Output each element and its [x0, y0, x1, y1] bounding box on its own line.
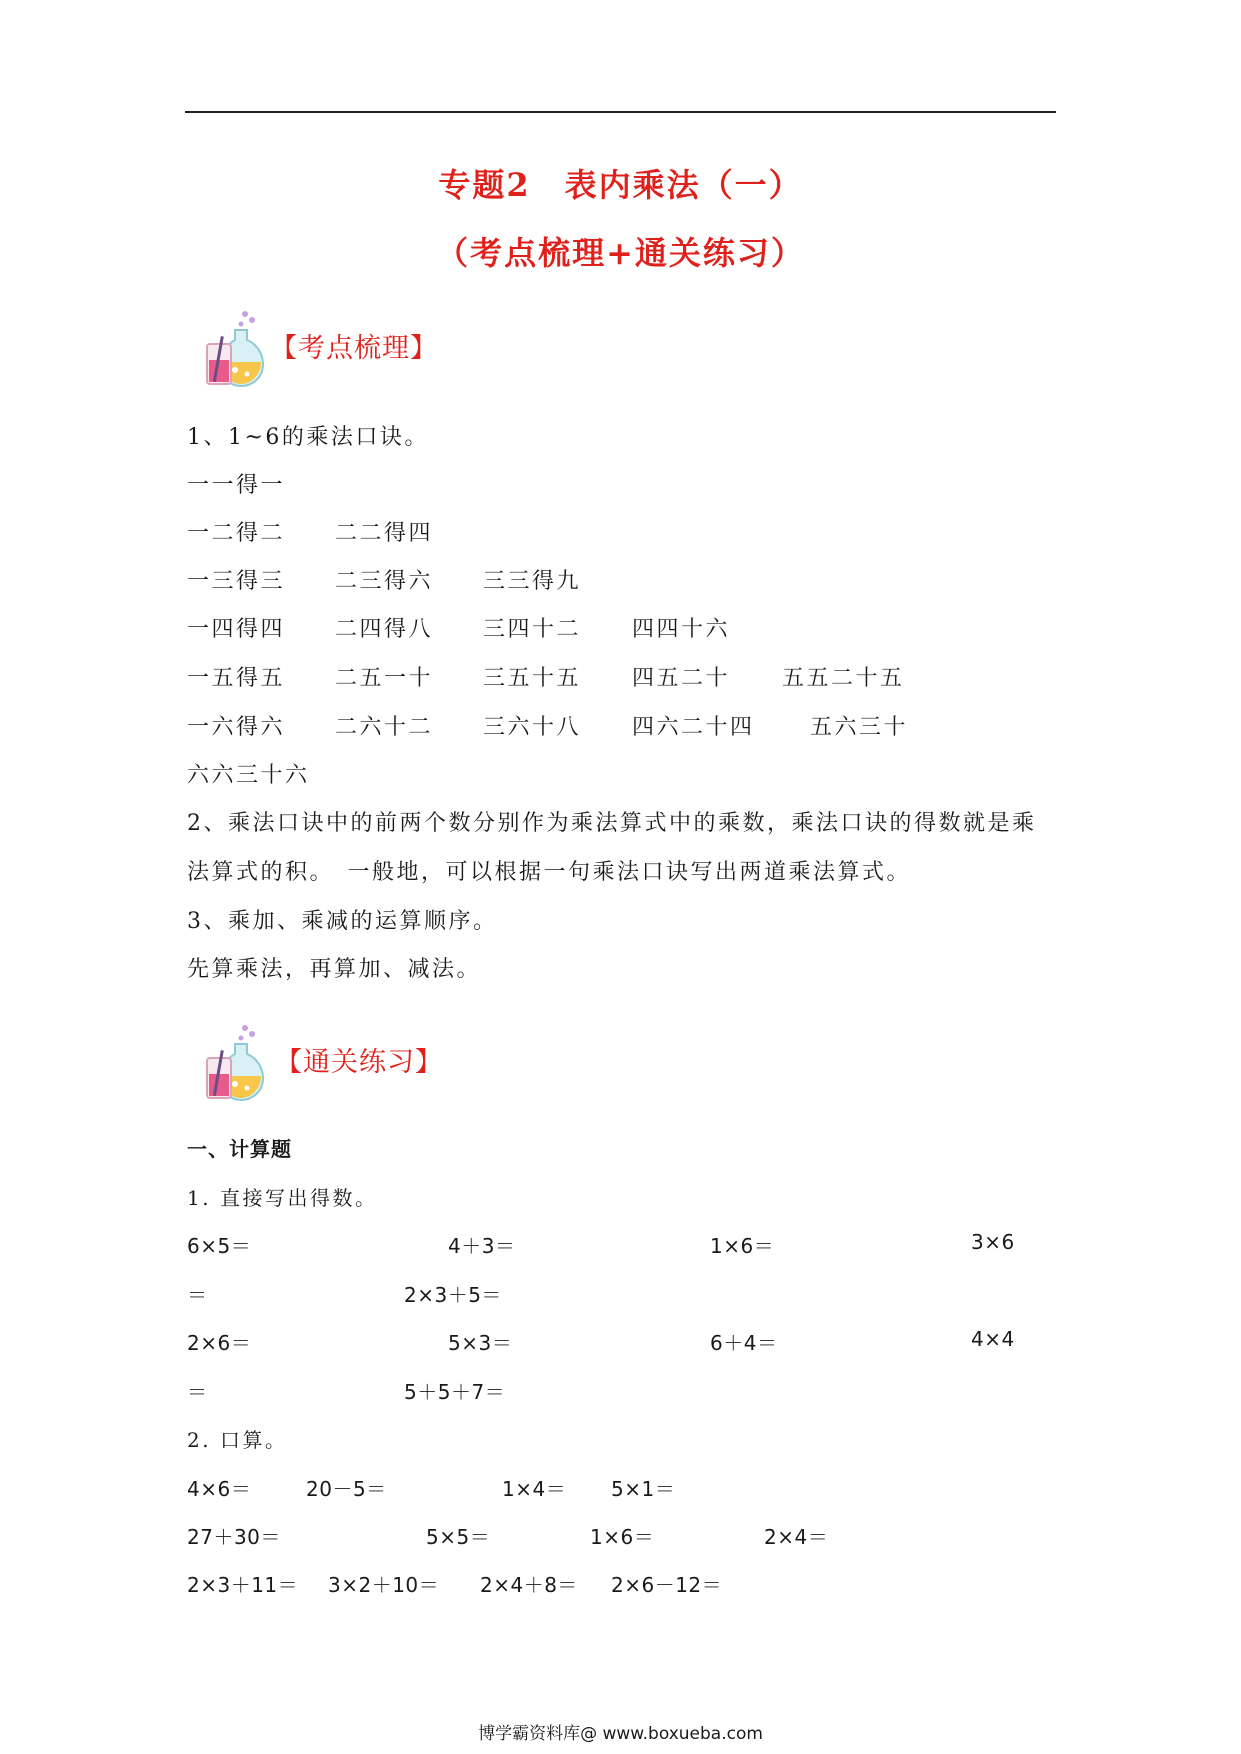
table-cell: 三六十八: [483, 715, 582, 740]
table-cell: 一五得五: [187, 666, 286, 691]
exercise: 4×4: [971, 1327, 1015, 1351]
exercise: 5×1＝: [611, 1477, 676, 1501]
table-cell: 三三得九: [483, 569, 582, 594]
exercise: 3×2＋10＝: [328, 1573, 440, 1597]
table-cell: 四六二十四: [632, 715, 755, 740]
exercise: 6＋4＝: [710, 1331, 778, 1355]
section-heading-practice: 【通关练习】: [275, 1047, 443, 1078]
table-cell: 一三得三: [187, 569, 286, 594]
table-cell: 三五十五: [483, 666, 582, 691]
part-title: 一、计算题: [187, 1137, 292, 1161]
table-cell: 三四十二: [483, 617, 582, 642]
table-cell: 五五二十五: [782, 666, 905, 691]
flask-beaker-icon: [205, 308, 271, 388]
exercise: 1×6＝: [590, 1525, 655, 1549]
exercise: 2×4＝: [764, 1525, 829, 1549]
exercise: 4×6＝: [187, 1477, 252, 1501]
exercise: 5＋5＋7＝: [404, 1380, 506, 1404]
table-cell: 二二得四: [335, 521, 434, 546]
table-cell: 一四得四: [187, 617, 286, 642]
q1-title: 1. 直接写出得数。: [187, 1186, 378, 1210]
table-cell: 二三得六: [335, 569, 434, 594]
item1-title: 1、1~6的乘法口诀。: [187, 425, 429, 450]
flask-beaker-icon: [205, 1022, 271, 1102]
q2-title: 2. 口算。: [187, 1428, 288, 1452]
table-cell: 五六三十: [810, 715, 909, 740]
exercise: 2×6＝: [187, 1331, 252, 1355]
table-cell: 二五一十: [335, 666, 434, 691]
footer-watermark: 博学霸资料库@ www.boxueba.com: [478, 1724, 763, 1744]
table-cell: 一一得一: [187, 473, 286, 498]
page-title: 专题2 表内乘法（一）: [438, 166, 803, 204]
table-cell: 二四得八: [335, 617, 434, 642]
table-cell: 二六十二: [335, 715, 434, 740]
exercise: ＝: [187, 1380, 208, 1404]
item2-line2: 法算式的积。 一般地，可以根据一句乘法口诀写出两道乘法算式。: [187, 860, 912, 885]
exercise: 27＋30＝: [187, 1525, 281, 1549]
exercise: 2×3＋11＝: [187, 1573, 299, 1597]
header-rule: [185, 111, 1056, 113]
exercise: 6×5＝: [187, 1234, 252, 1258]
page-subtitle: （考点梳理+通关练习）: [436, 234, 805, 272]
table-cell: 六六三十六: [187, 763, 310, 788]
exercise: 2×6－12＝: [611, 1573, 723, 1597]
item3-body: 先算乘法，再算加、减法。: [187, 957, 482, 982]
exercise: ＝: [187, 1283, 208, 1307]
exercise: 3×6: [971, 1230, 1015, 1254]
exercise: 5×5＝: [426, 1525, 491, 1549]
section-heading-review: 【考点梳理】: [270, 333, 438, 364]
item2-line1: 2、乘法口诀中的前两个数分别作为乘法算式中的乘数，乘法口诀的得数就是乘: [187, 811, 1037, 836]
exercise: 20－5＝: [306, 1477, 387, 1501]
exercise: 2×4＋8＝: [480, 1573, 578, 1597]
exercise: 1×6＝: [710, 1234, 775, 1258]
table-cell: 一二得二: [187, 521, 286, 546]
exercise: 1×4＝: [502, 1477, 567, 1501]
table-cell: 四四十六: [632, 617, 731, 642]
table-cell: 一六得六: [187, 715, 286, 740]
exercise: 5×3＝: [448, 1331, 513, 1355]
item3-title: 3、乘加、乘减的运算顺序。: [187, 909, 498, 934]
exercise: 4＋3＝: [448, 1234, 516, 1258]
table-cell: 四五二十: [632, 666, 731, 691]
exercise: 2×3＋5＝: [404, 1283, 502, 1307]
